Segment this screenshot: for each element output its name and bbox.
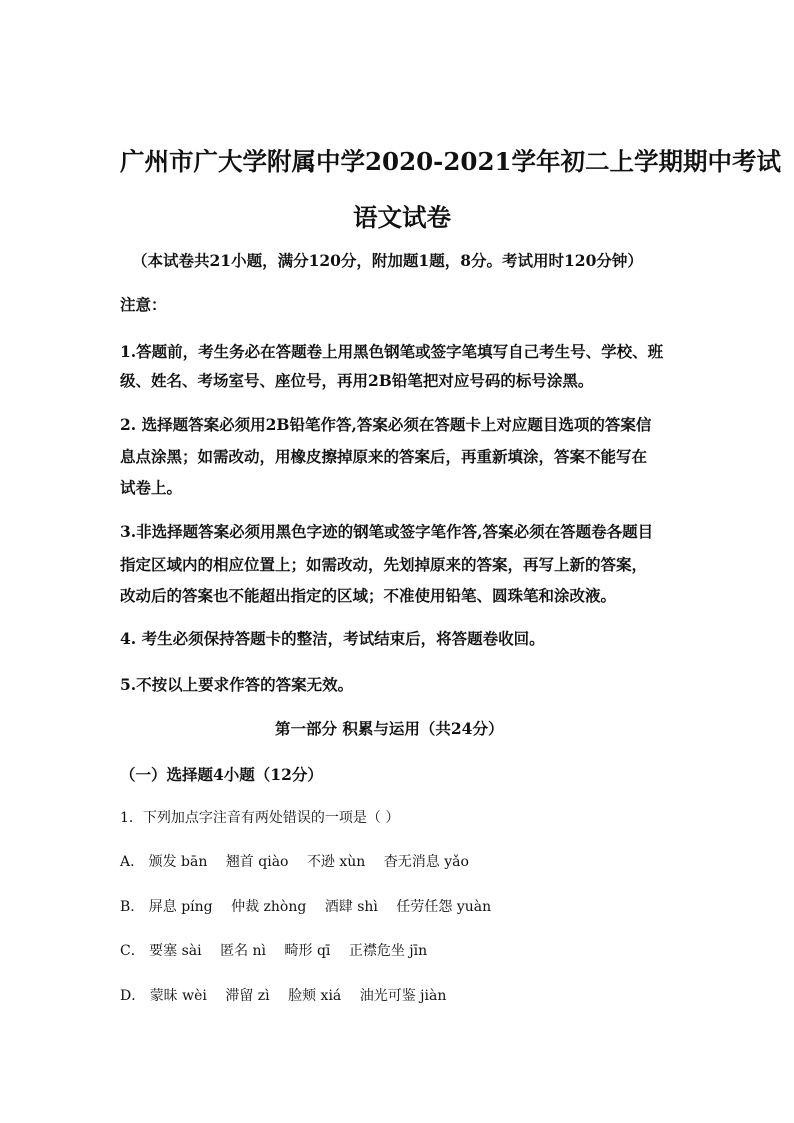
option-item: 翘首 qiào — [225, 854, 289, 870]
document-title: 广州市广大学附属中学2020-2021学年初二上学期期中考试 — [120, 147, 782, 176]
option-item: 屏息 píng — [148, 899, 213, 915]
exam-info: （本试卷共21小题，满分120分，附加题1题，8分。考试用时120分钟） — [132, 251, 643, 270]
question1-option-d — [120, 985, 460, 1005]
question1-stem: 1．下列加点字注音有两处错误的一项是（ ） — [120, 810, 400, 826]
note-3-line-2: 指定区域内的相应位置上；如需改动，先划掉原来的答案，再写上新的答案， — [120, 555, 648, 574]
note-3-line-3: 改动后的答案也不能超出指定的区域；不准使用铅笔、圆珠笔和涂改液。 — [120, 586, 617, 605]
option-item: 不逊 xùn — [306, 854, 366, 870]
note-2-line-2: 息点涂黑；如需改动，用橡皮擦掉原来的答案后，再重新填涂，答案不能写在 — [120, 447, 648, 466]
question1-option-b — [120, 896, 505, 916]
option-item: 畸形 qī — [284, 943, 331, 959]
option-label: A． — [120, 854, 145, 870]
note-4: 4. 考生必须保持答题卡的整洁，考试结束后，将答题卷收回。 — [120, 629, 545, 648]
option-item: 脸颊 xiá — [288, 988, 342, 1004]
note-2-line-1: 2. 选择题答案必须用2B铅笔作答,答案必须在答题卡上对应题目选项的答案信 — [120, 415, 652, 434]
note-2-line-3: 试卷上。 — [120, 478, 183, 497]
option-item: 仲裁 zhòng — [231, 899, 307, 915]
note-5: 5.不按以上要求作答的答案无效。 — [120, 675, 354, 694]
option-item: 蒙昧 wèi — [149, 988, 207, 1004]
option-label: B． — [120, 899, 145, 915]
note-3-line-1: 3.非选择题答案必须用黑色字迹的钢笔或签字笔作答,答案必须在答题卷各题目 — [120, 522, 654, 541]
document-subtitle: 语文试卷 — [353, 203, 451, 232]
question1-option-c — [120, 940, 441, 960]
question1-option-a — [120, 851, 483, 871]
option-item: 颁发 bān — [148, 854, 208, 870]
option-item: 匿名 nì — [220, 943, 267, 959]
note-1-line-1: 1.答题前，考生务必在答题卷上用黑色钢笔或签字笔填写自己考生号、学校、班 — [120, 342, 664, 361]
option-label: C． — [120, 943, 145, 959]
option-item: 任劳任怨 yuàn — [396, 899, 492, 915]
section1-heading: （一）选择题4小题（12分） — [120, 765, 323, 784]
option-item: 酒肆 shì — [324, 899, 378, 915]
option-item: 正襟危坐 jīn — [348, 943, 428, 959]
option-item: 油光可鉴 jiàn — [359, 988, 447, 1004]
option-item: 杳无消息 yǎo — [383, 854, 469, 870]
notes-heading: 注意： — [120, 295, 167, 314]
option-label: D． — [120, 988, 146, 1004]
note-1-line-2: 级、姓名、考场室号、座位号，再用2B铅笔把对应号码的标号涂黑。 — [120, 371, 594, 390]
option-item: 滞留 zì — [225, 988, 270, 1004]
option-item: 要塞 sài — [149, 943, 202, 959]
part1-heading: 第一部分 积累与运用（共24分） — [275, 719, 504, 738]
